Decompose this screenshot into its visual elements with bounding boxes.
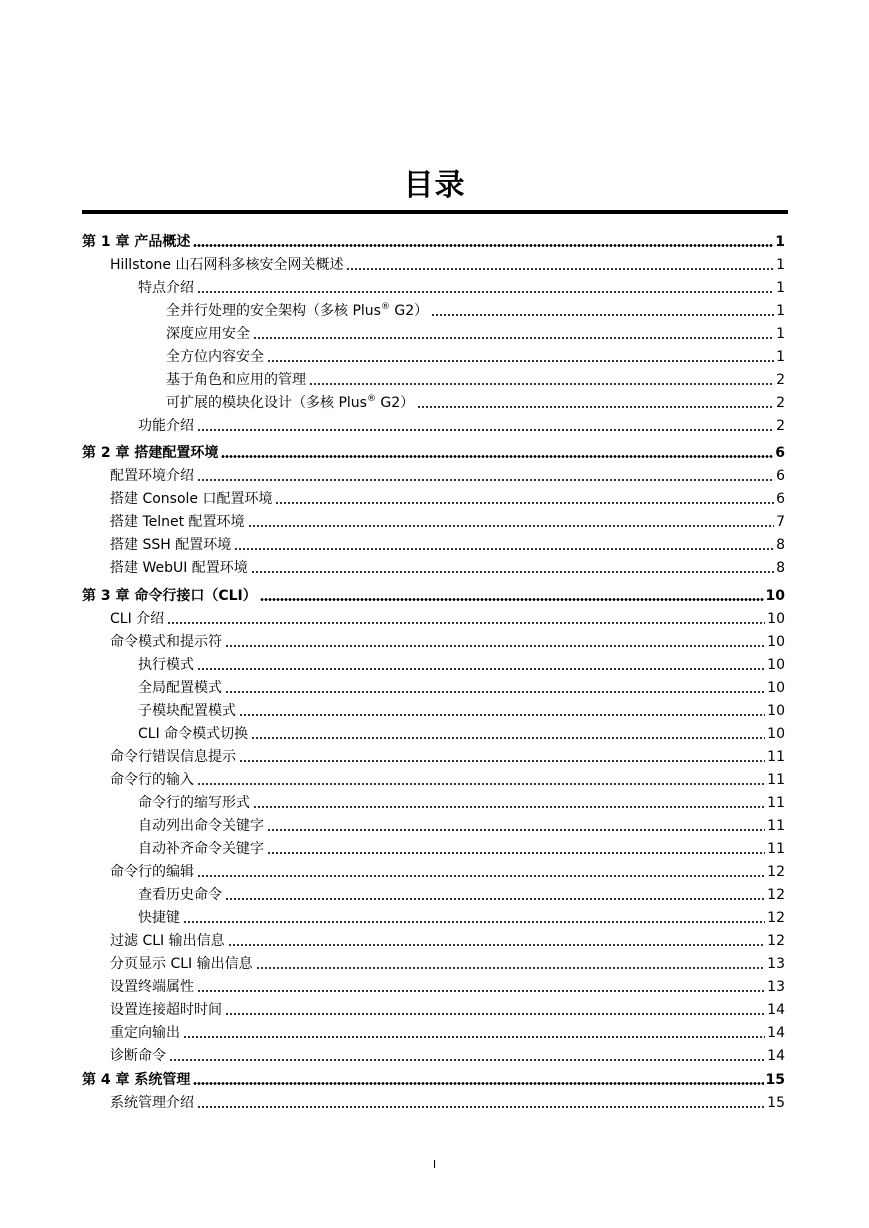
dot-leader [221, 455, 773, 458]
toc-page-number: 11 [767, 772, 785, 788]
dot-leader [197, 291, 774, 293]
toc-entry-text: 搭建 Telnet 配置环境 [110, 514, 245, 530]
toc-entry-text: 过滤 CLI 输出信息 [110, 933, 225, 949]
toc-entry-label [166, 371, 309, 389]
toc-entry-text: 查看历史命令 [138, 887, 222, 903]
toc-entry-text: 搭建 SSH 配置环境 [110, 537, 232, 553]
toc-page-number: 14 [767, 1002, 785, 1018]
toc-chapter-entry[interactable] [82, 1071, 785, 1089]
toc-entry-text: 全并行处理的安全架构（多核 Plus [166, 303, 381, 319]
toc-entry-label [110, 633, 225, 651]
dot-leader [239, 714, 765, 716]
toc-entry[interactable] [138, 886, 785, 904]
toc-page-number: 10 [767, 680, 785, 696]
toc-page-number: 6 [776, 468, 785, 484]
toc-entry[interactable] [138, 840, 785, 858]
toc-entry[interactable] [110, 932, 785, 950]
dot-leader [275, 502, 774, 504]
dot-leader [197, 479, 774, 481]
toc-page-number: 2 [776, 418, 785, 434]
toc-entry-text: 诊断命令 [110, 1048, 166, 1064]
toc-entry-text-suffix: G2） [389, 303, 429, 319]
toc-entry-text: 配置环境介绍 [110, 468, 194, 484]
dot-leader [260, 598, 764, 601]
footer-page-number: I [432, 1158, 437, 1171]
toc-entry-text: 全方位内容安全 [166, 349, 264, 365]
toc-entry[interactable] [138, 909, 785, 927]
toc-page-number: 11 [767, 749, 785, 765]
toc-entry-label [110, 256, 346, 274]
toc-page-number: 10 [767, 634, 785, 650]
toc-entry-text: 自动列出命令关键字 [138, 818, 264, 834]
toc-entry-text: 功能介绍 [138, 418, 194, 434]
dot-leader [183, 921, 765, 923]
toc-entry-label [138, 909, 183, 927]
dot-leader [193, 1082, 763, 1085]
toc-entry[interactable] [110, 536, 785, 554]
toc-entry-text: 重定向输出 [110, 1025, 180, 1041]
dot-leader [253, 337, 774, 339]
dot-leader [417, 406, 774, 408]
dot-leader [248, 525, 775, 527]
toc-entry[interactable] [166, 348, 785, 366]
dot-leader [193, 244, 773, 247]
toc-entry[interactable] [138, 417, 785, 435]
toc-page-number: 2 [776, 372, 785, 388]
toc-page-number: 15 [765, 1072, 785, 1088]
toc-entry-label [110, 513, 248, 531]
toc-entry-label [110, 955, 256, 973]
toc-entry-label [138, 279, 197, 297]
toc-entry-text: 命令模式和提示符 [110, 634, 222, 650]
toc-entry-label [110, 771, 197, 789]
toc-entry-text: 搭建 WebUI 配置环境 [110, 560, 248, 576]
toc-entry-label [110, 863, 197, 881]
toc-entry[interactable] [166, 302, 785, 320]
toc-entry-label [110, 610, 167, 628]
toc-entry[interactable] [110, 1094, 785, 1112]
toc-entry[interactable] [110, 256, 785, 274]
toc-entry-label [110, 748, 239, 766]
toc-chapter-entry[interactable] [82, 233, 785, 251]
toc-entry-text: 快捷键 [138, 910, 180, 926]
toc-page-number: 13 [767, 979, 785, 995]
toc-page-number: 8 [776, 537, 785, 553]
toc-page-number: 11 [767, 795, 785, 811]
dot-leader [169, 1059, 765, 1061]
toc-entry[interactable] [166, 325, 785, 343]
page-title: 目录 [403, 168, 466, 203]
toc-entry[interactable] [110, 490, 785, 508]
toc-entry[interactable] [110, 863, 785, 881]
toc-entry[interactable] [110, 978, 785, 996]
toc-page-number: 10 [765, 588, 785, 604]
toc-page-number: 1 [776, 257, 785, 273]
toc-entry[interactable] [110, 1001, 785, 1019]
toc-entry-label [110, 1047, 169, 1065]
dot-leader [183, 1036, 765, 1038]
toc-page-number: 15 [767, 1095, 785, 1111]
toc-entry[interactable] [110, 955, 785, 973]
toc-entry-text: 搭建 Console 口配置环境 [110, 491, 273, 507]
toc-page-number: 12 [767, 864, 785, 880]
toc-page-number: 1 [776, 326, 785, 342]
toc-entry-text: 可扩展的模块化设计（多核 Plus [166, 395, 367, 411]
toc-entry-label [110, 1001, 225, 1019]
toc-page-number: 13 [767, 956, 785, 972]
dot-leader [251, 571, 774, 573]
toc-entry-text: 基于角色和应用的管理 [166, 372, 306, 388]
toc-page-number: 8 [776, 560, 785, 576]
toc-page-number: 14 [767, 1025, 785, 1041]
toc-entry-text-suffix: G2） [375, 395, 415, 411]
dot-leader [234, 548, 774, 550]
dot-leader [197, 429, 774, 431]
toc-entry-text: 设置连接超时时间 [110, 1002, 222, 1018]
toc-page-number: 11 [767, 841, 785, 857]
toc-entry[interactable] [138, 656, 785, 674]
dot-leader [225, 1013, 765, 1015]
toc-entry-text: 设置终端属性 [110, 979, 194, 995]
toc-entry-text: 执行模式 [138, 657, 194, 673]
toc-entry-label [82, 444, 221, 462]
toc-entry-text: Hillstone 山石网科多核安全网关概述 [110, 257, 344, 273]
dot-leader [267, 852, 765, 854]
dot-leader [197, 668, 765, 670]
dot-leader [309, 383, 774, 385]
toc-chapter-entry[interactable] [82, 587, 785, 605]
toc-page-number: 12 [767, 910, 785, 926]
toc-entry-label [138, 886, 225, 904]
toc-entry-label [110, 1024, 183, 1042]
registered-mark: ® [366, 394, 376, 404]
toc-entry-label [138, 725, 251, 743]
toc-entry-text: 分页显示 CLI 输出信息 [110, 956, 253, 972]
dot-leader [346, 268, 774, 270]
toc-entry[interactable] [138, 702, 785, 720]
dot-leader [239, 760, 765, 762]
dot-leader [225, 691, 765, 693]
toc-page-number: 1 [775, 234, 785, 250]
toc-entry-label [166, 348, 267, 366]
toc-entry-text: 子模块配置模式 [138, 703, 236, 719]
toc-entry[interactable] [110, 467, 785, 485]
toc-entry[interactable] [138, 817, 785, 835]
dot-leader [256, 967, 766, 969]
toc-entry[interactable] [110, 633, 785, 651]
toc-entry-label [138, 817, 267, 835]
toc-entry-label [110, 559, 251, 577]
toc-page-number: 10 [767, 726, 785, 742]
toc-entry[interactable] [138, 279, 785, 297]
dot-leader [267, 829, 765, 831]
dot-leader [197, 875, 765, 877]
toc-page-number: 6 [775, 445, 785, 461]
toc-entry-text: 特点介绍 [138, 280, 194, 296]
toc-entry-label [110, 1094, 197, 1112]
toc-page-number: 1 [776, 349, 785, 365]
toc-page-number: 11 [767, 818, 785, 834]
toc-entry-label [110, 467, 197, 485]
toc-entry-text: 全局配置模式 [138, 680, 222, 696]
toc-entry-label [138, 840, 267, 858]
toc-page-number: 14 [767, 1048, 785, 1064]
toc-entry[interactable] [166, 394, 785, 412]
toc-entry[interactable] [138, 679, 785, 697]
toc-entry-label [110, 978, 197, 996]
dot-leader [225, 645, 765, 647]
toc-entry-text: 系统管理介绍 [110, 1095, 194, 1111]
dot-leader [167, 622, 765, 624]
toc-entry[interactable] [110, 559, 785, 577]
registered-mark: ® [380, 302, 390, 312]
dot-leader [253, 806, 765, 808]
toc-page-number: 7 [776, 514, 785, 530]
toc-page-number: 1 [776, 280, 785, 296]
toc-entry-label [138, 656, 197, 674]
dot-leader [197, 990, 765, 992]
dot-leader [197, 1106, 765, 1108]
toc-page-number: 10 [767, 611, 785, 627]
toc-entry[interactable] [138, 794, 785, 812]
toc-entry-label [166, 394, 417, 412]
toc-page-number: 10 [767, 703, 785, 719]
toc-entry-text: 命令行错误信息提示 [110, 749, 236, 765]
toc-entry[interactable] [110, 771, 785, 789]
toc-entry-label [138, 794, 253, 812]
toc-entry-label [166, 325, 253, 343]
toc-entry-label [82, 587, 260, 605]
toc-entry-label [82, 233, 193, 251]
toc-entry-label [110, 536, 234, 554]
toc-entry-label [110, 932, 228, 950]
toc-entry-label [82, 1071, 193, 1089]
dot-leader [197, 783, 765, 785]
toc-entry-text: 第 3 章 命令行接口（CLI） [82, 588, 257, 604]
toc-entry-text: 第 1 章 产品概述 [82, 234, 191, 250]
toc-entry-label [110, 490, 275, 508]
toc-entry-label [138, 417, 197, 435]
dot-leader [251, 737, 765, 739]
dot-leader [228, 944, 766, 946]
toc-entry[interactable] [110, 1047, 785, 1065]
toc-entry[interactable] [166, 371, 785, 389]
toc-page-number: 6 [776, 491, 785, 507]
toc-entry-text: 第 4 章 系统管理 [82, 1072, 191, 1088]
dot-leader [225, 898, 765, 900]
toc-page-number: 2 [776, 395, 785, 411]
toc-entry-label [138, 702, 239, 720]
toc-entry[interactable] [110, 748, 785, 766]
toc-entry-text: CLI 命令模式切换 [138, 726, 249, 742]
toc-entry-text: 命令行的缩写形式 [138, 795, 250, 811]
toc-entry[interactable] [110, 1024, 785, 1042]
toc-page-number: 12 [767, 933, 785, 949]
toc-entry-label [138, 679, 225, 697]
toc-chapter-entry[interactable] [82, 444, 785, 462]
toc-entry-text: 第 2 章 搭建配置环境 [82, 445, 219, 461]
toc-entry-text: 自动补齐命令关键字 [138, 841, 264, 857]
toc-entry-text: 命令行的编辑 [110, 864, 194, 880]
toc-entry-label [166, 302, 431, 320]
toc-entry-text: CLI 介绍 [110, 611, 165, 627]
dot-leader [267, 360, 774, 362]
dot-leader [431, 314, 774, 316]
toc-entry-text: 命令行的输入 [110, 772, 194, 788]
toc-page-number: 12 [767, 887, 785, 903]
toc-page-number: 1 [776, 303, 785, 319]
toc-entry[interactable] [110, 610, 785, 628]
toc-page-number: 10 [767, 657, 785, 673]
toc-entry[interactable] [110, 513, 785, 531]
toc-entry-text: 深度应用安全 [166, 326, 250, 342]
toc-entry[interactable] [138, 725, 785, 743]
